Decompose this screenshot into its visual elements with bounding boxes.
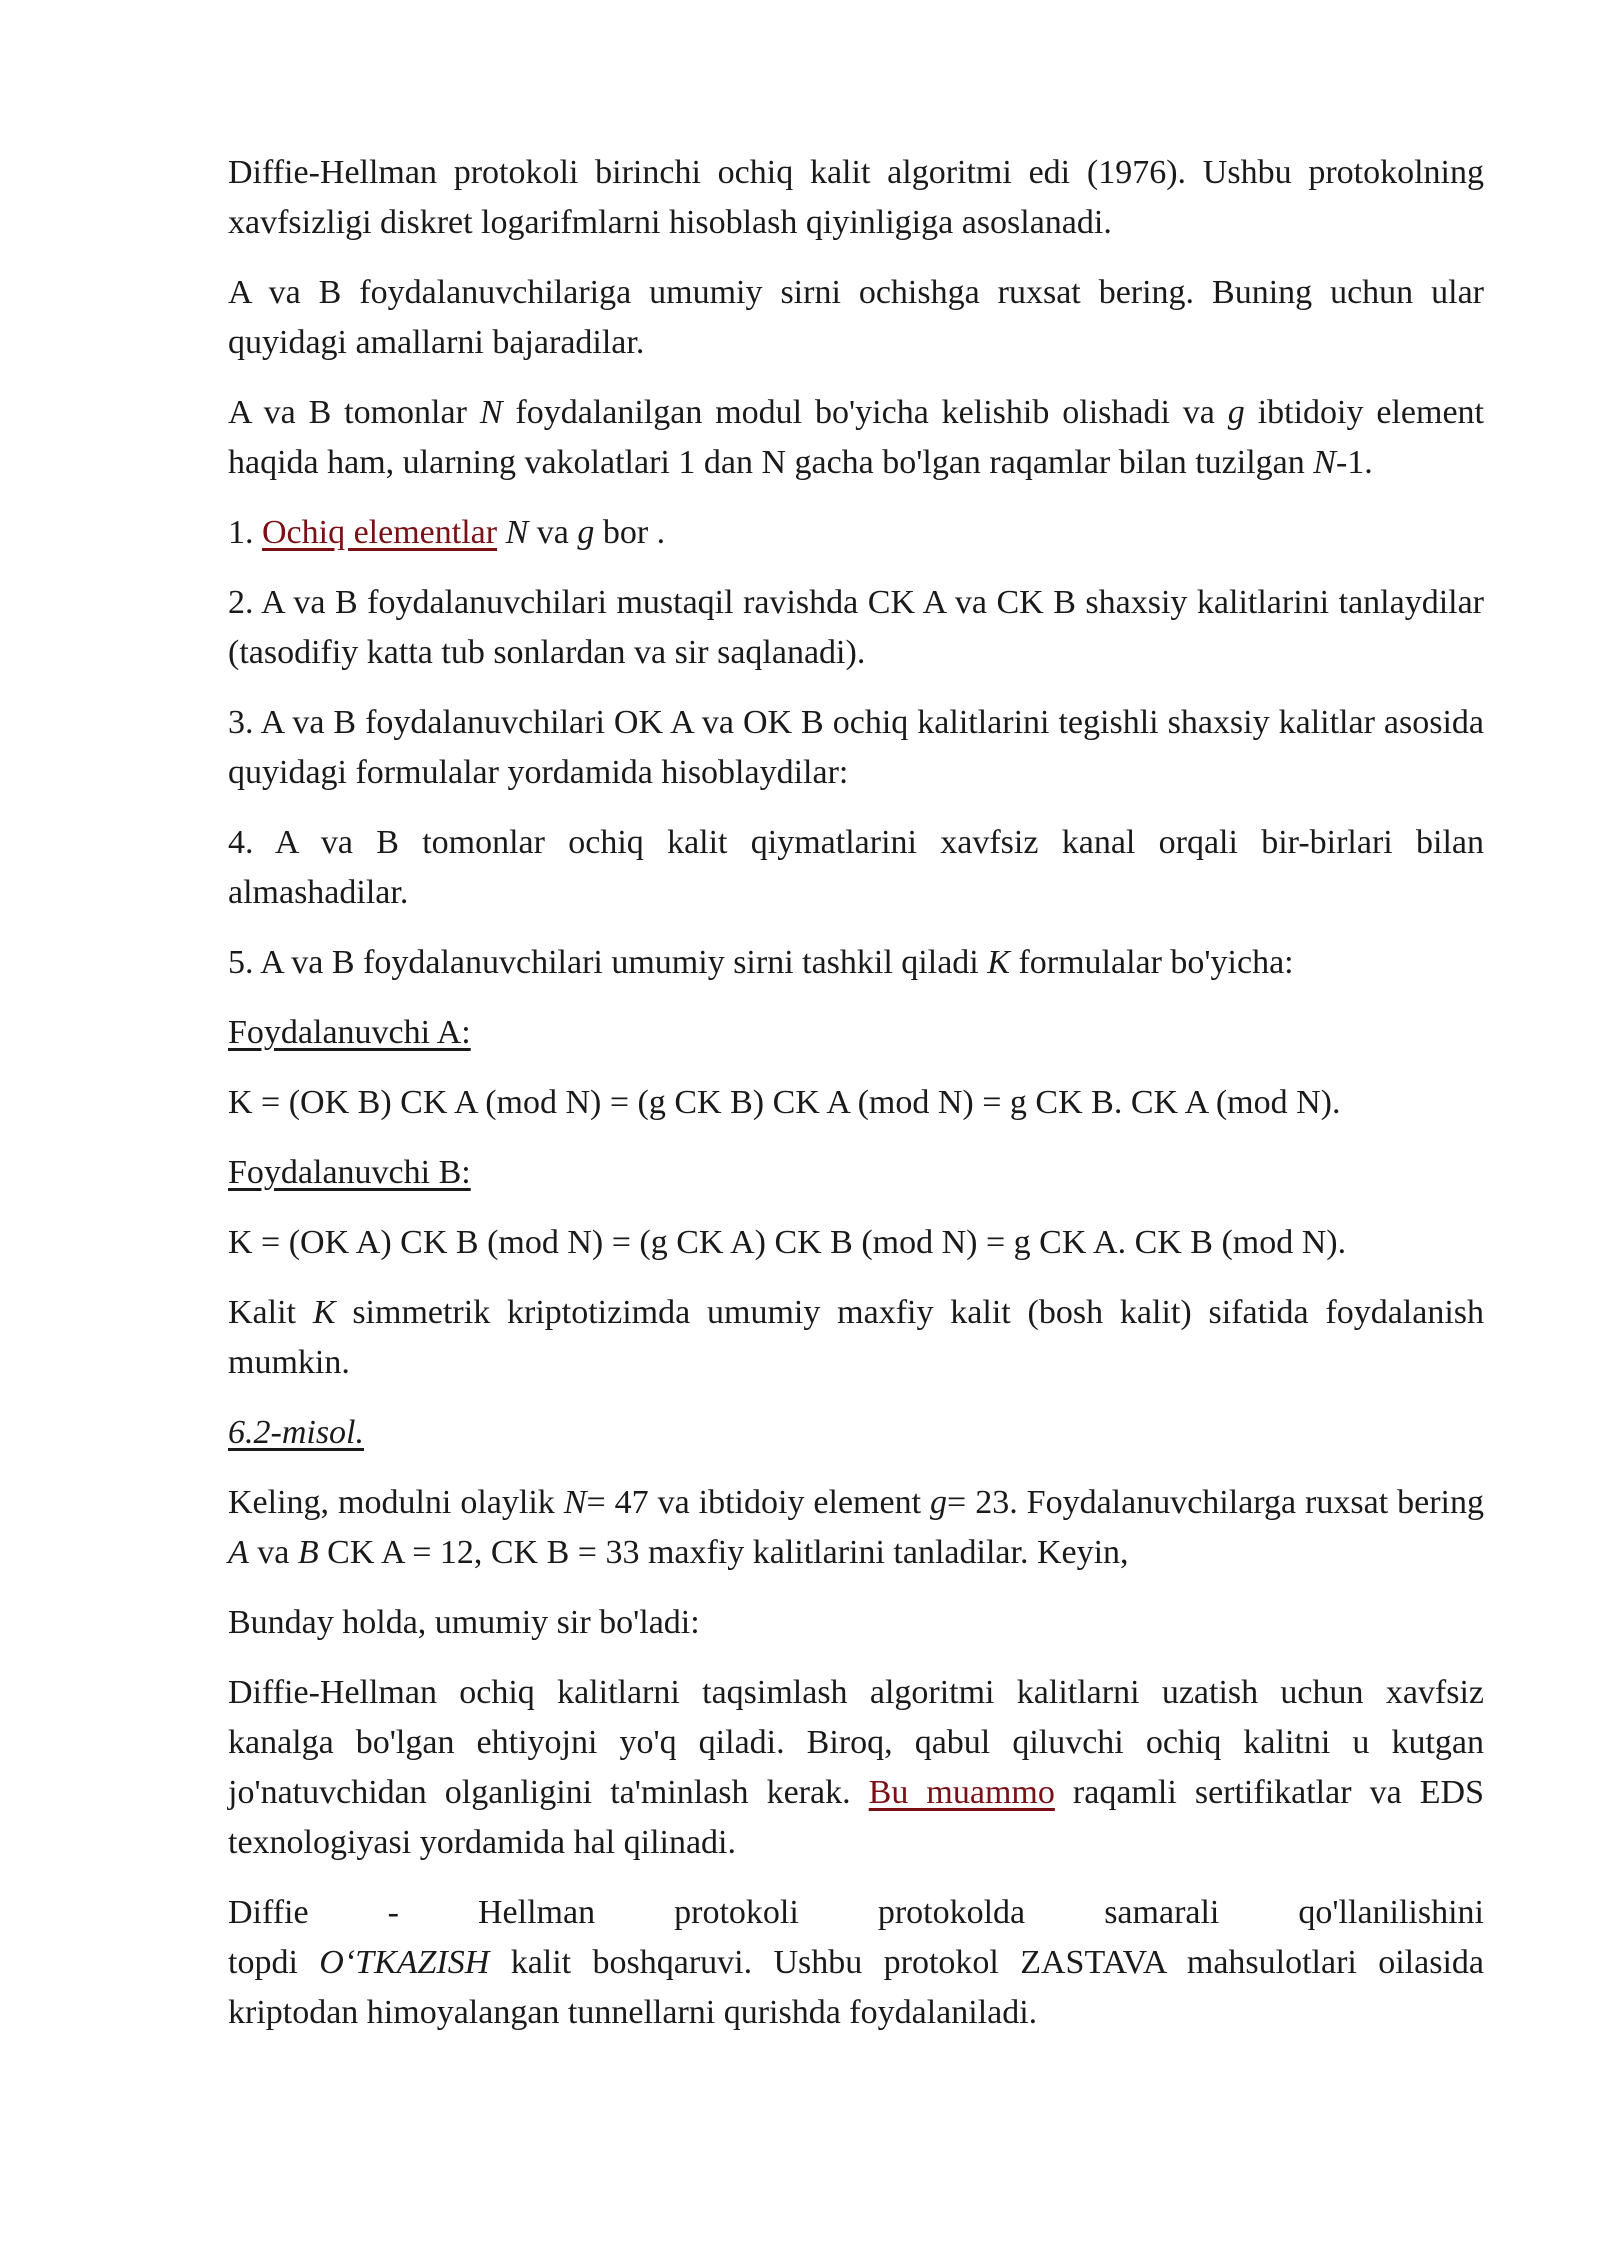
var-g: g [930, 1484, 948, 1521]
text: A va B tomonlar [228, 394, 480, 431]
text: Kalit [228, 1294, 313, 1331]
text: va [528, 514, 578, 551]
text: simmetrik kriptotizimda umumiy maxfiy kalit (bosh kalit) sifatida foydalanish mumkin. [228, 1294, 1485, 1381]
var-k: K [312, 1294, 336, 1331]
paragraph-symmetric-key [228, 1288, 1484, 1388]
text: -1. [1335, 444, 1373, 481]
link-bu-muammo[interactable]: Bu muammo [868, 1774, 1055, 1811]
user-a-label [228, 1008, 1484, 1058]
text: Diffie-Hellman ochiq kalitlarni taqsimlash algoritmi kalitlarni uzatish uchun xavfsiz kanalga bo'lgan ehtiyojni yo'q qiladi. Biroq, qabul qiluvchi ochiq kalitni u kutgan jo'natuvchidan olganligini ta'minlash kerak. [228, 1674, 1484, 1811]
formula-user-a: K = (OK B) CK A (mod N) = (g CK B) CK A (mod N) = g CK B. CK A (mod N). [228, 1084, 1341, 1121]
list-item-2: 2. A va B foydalanuvchilari mustaqil ravishda CK A va CK B shaxsiy kalitlarini tanlaydilar (tasodifiy katta tub sonlardan va sir saqlanadi). [228, 584, 1484, 671]
text: 5. A va B foydalanuvchilari umumiy sirni tashkil qiladi [228, 944, 988, 981]
formula-user-b: K = (OK A) CK B (mod N) = (g CK A) CK B (mod N) = g CK A. CK B (mod N). [228, 1224, 1347, 1261]
paragraph-users-setup: A va B foydalanuvchilariga umumiy sirni ochishga ruxsat bering. Buning uchun ular quyidagi amallarni bajaradilar. [228, 274, 1484, 361]
list-item-5 [228, 938, 1484, 988]
document-page [228, 148, 1484, 2058]
text: va [248, 1534, 298, 1571]
var-a: A [228, 1534, 249, 1571]
user-b-label [228, 1148, 1484, 1198]
link-ochiq-elementlar[interactable]: Ochiq elementlar [262, 514, 498, 551]
list-item-1 [228, 508, 1484, 558]
text: raqamli sertifikatlar va EDS texnologiyasi yordamida hal qilinadi. [228, 1774, 1485, 1861]
list-item-3: 3. A va B foydalanuvchilari OK A va OK B ochiq kalitlarini tegishli shaxsiy kalitlar asosida quyidagi formulalar yordamida hisoblaydilar: [228, 704, 1484, 791]
okt-term: O‘TKAZISH [319, 1944, 490, 1981]
paragraph-example [228, 1478, 1484, 1578]
example-heading [228, 1408, 1484, 1458]
text: = 23. Foydalanuvchilarga ruxsat bering [947, 1484, 1484, 1521]
var-g: g [1227, 394, 1245, 431]
text: Keling, modulni olaylik [228, 1484, 564, 1521]
user-a-label-text: Foydalanuvchi A: [228, 1014, 471, 1051]
var-k: K [987, 944, 1010, 981]
var-n: N [479, 394, 503, 431]
paragraph-closing [228, 1888, 1484, 2038]
var-n: N [1313, 444, 1336, 481]
var-n: N [563, 1484, 587, 1521]
text: ibtidoiy element haqida ham, ularning vakolatlari 1 dan N gacha bo'lgan raqamlar bilan tuzilgan [228, 394, 1484, 481]
closing-line-1: Diffie - Hellman protokoli protokolda samarali qo'llanilishini [228, 1894, 1484, 1931]
text: = 47 va ibtidoiy element [586, 1484, 931, 1521]
paragraph-parties-agree [228, 388, 1484, 488]
space [497, 514, 506, 551]
closing-line-rest [228, 1938, 1484, 2038]
text: topdi [228, 1944, 320, 1981]
paragraph-shared-secret: Bunday holda, umumiy sir bo'ladi: [228, 1604, 700, 1641]
example-heading-text: 6.2-misol. [228, 1414, 364, 1451]
text: foydalanilgan modul bo'yicha kelishib olishadi va [502, 394, 1228, 431]
var-n: N [505, 514, 529, 551]
text: CK A = 12, CK B = 33 maxfiy kalitlarini tanladilar. Keyin, [318, 1534, 1129, 1571]
user-b-label-text: Foydalanuvchi B: [228, 1154, 471, 1191]
var-b: B [297, 1534, 319, 1571]
text: formulalar bo'yicha: [1009, 944, 1294, 981]
list-number: 1. [228, 514, 262, 551]
paragraph-dh-distribution [228, 1668, 1484, 1868]
list-item-4: 4. A va B tomonlar ochiq kalit qiymatlarini xavfsiz kanal orqali bir-birlari bilan almashadilar. [228, 824, 1484, 911]
var-g: g [577, 514, 595, 551]
text: bor . [594, 514, 666, 551]
text: kalit boshqaruvi. Ushbu protokol ZASTAVA mahsulotlari oilasida kriptodan himoyalangan tunnellarni qurishda foydalaniladi. [228, 1944, 1484, 2031]
paragraph-intro: Diffie-Hellman protokoli birinchi ochiq kalit algoritmi edi (1976). Ushbu protokolning xavfsizligi diskret logarifmlarni hisoblash qiyinligiga asoslanadi. [228, 154, 1484, 241]
